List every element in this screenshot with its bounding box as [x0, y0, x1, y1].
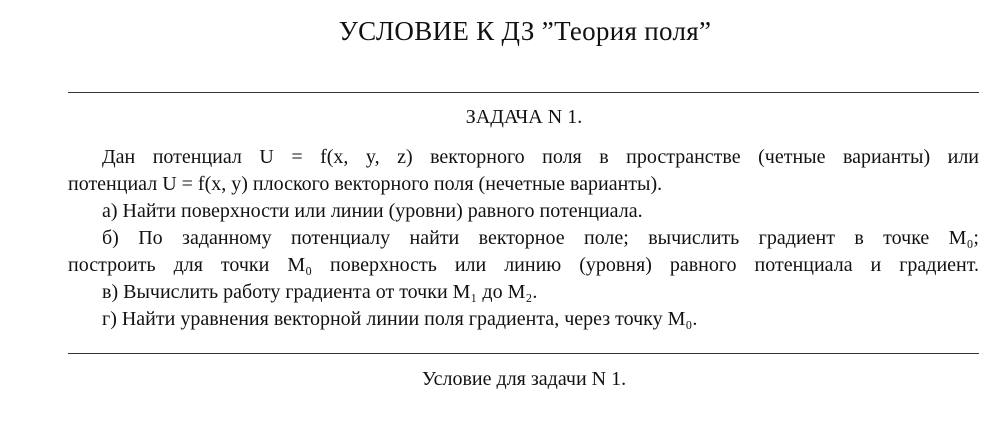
page-title: УСЛОВИЕ К ДЗ ”Теория поля”	[338, 16, 712, 46]
task-line-2: потенциал U = f(x, y) плоского векторного поля (нечетные варианты).	[68, 173, 663, 195]
task-line-b: б) По заданному потенциалу найти векторное поле; вычислить градиент в точке M₀;	[102, 227, 979, 249]
task-line-a: а) Найти поверхности или линии (уровни) равного потенциала.	[102, 200, 643, 222]
task-heading: ЗАДАЧА N 1.	[465, 106, 583, 128]
task-line-c: в) Вычислить работу градиента от точки M₁ до M₂.	[102, 281, 538, 303]
task-body	[68, 144, 979, 333]
task-line-b-cont: построить для точки M₀ поверхность или линию (уровня) равного потенциала и градиент.	[68, 254, 979, 276]
task-line-d: г) Найти уравнения векторной линии поля градиента, через точку M₀.	[102, 308, 698, 330]
task-line-1: Дан потенциал U = f(x, y, z) векторного поля в пространстве (четные варианты) или	[102, 146, 979, 168]
top-divider	[68, 92, 979, 93]
footer-caption: Условие для задачи N 1.	[421, 368, 627, 390]
bottom-divider	[68, 353, 979, 354]
